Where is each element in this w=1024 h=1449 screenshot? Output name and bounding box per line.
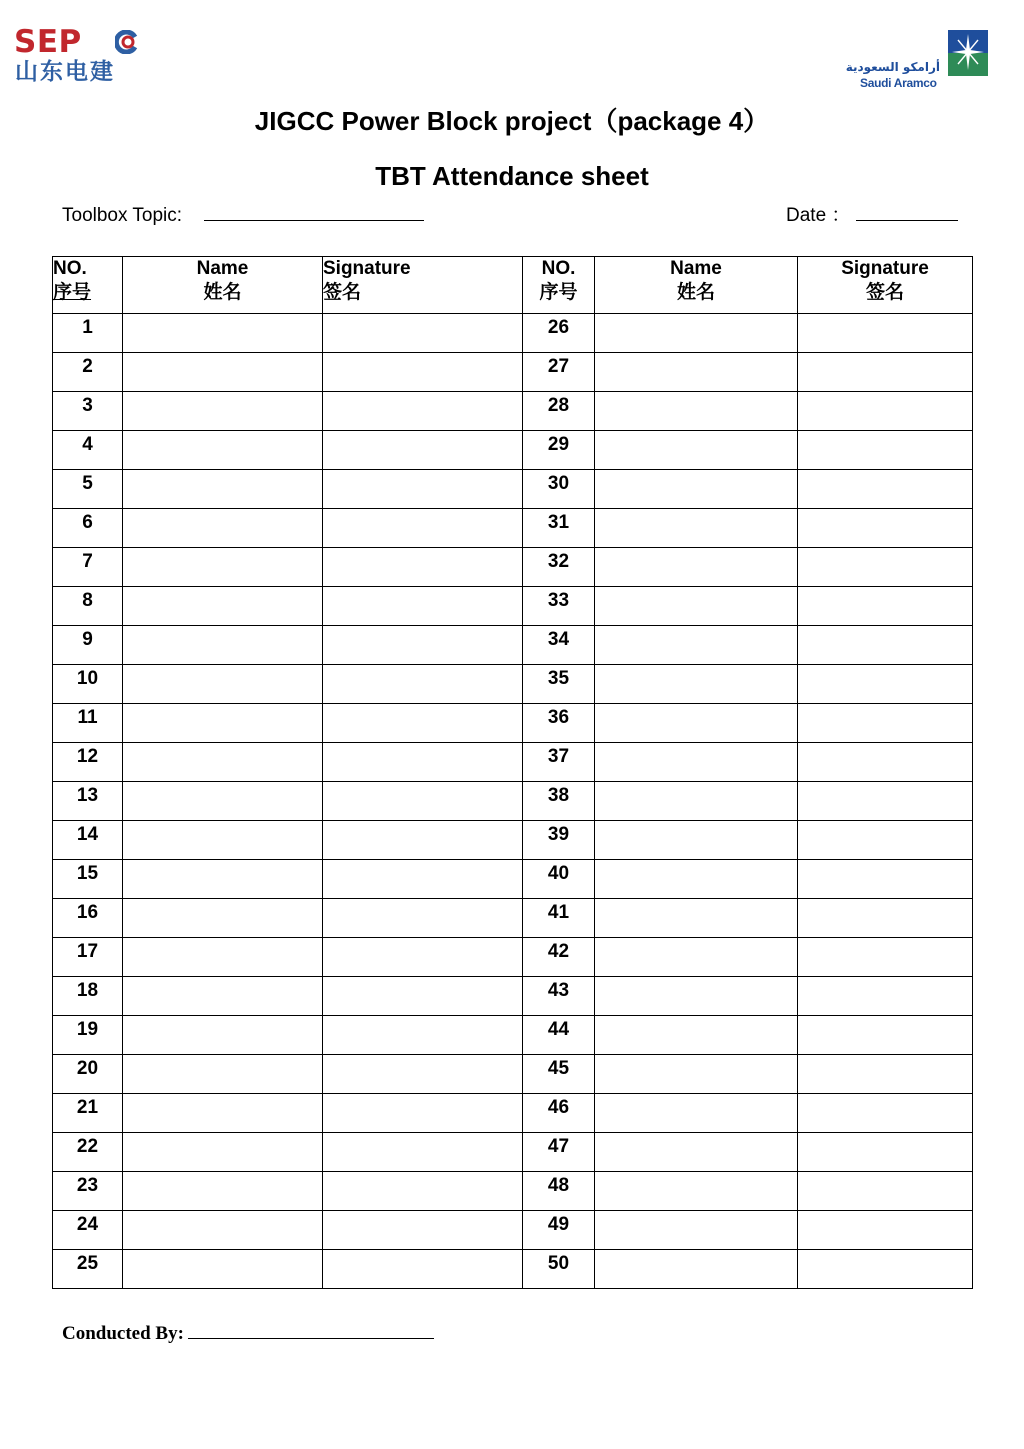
- row-number-right: 26: [523, 314, 595, 353]
- row-number-right: 44: [523, 1016, 595, 1055]
- table-row: [53, 1055, 973, 1094]
- signature-cell-right[interactable]: [798, 548, 973, 587]
- row-number-left: 16: [53, 899, 123, 938]
- name-cell-left[interactable]: [123, 860, 323, 899]
- signature-cell-left[interactable]: [323, 1055, 523, 1094]
- row-number-right: 47: [523, 1133, 595, 1172]
- name-cell-left[interactable]: [123, 665, 323, 704]
- name-cell-right[interactable]: [595, 938, 798, 977]
- name-cell-left[interactable]: [123, 626, 323, 665]
- row-number-left: 11: [53, 704, 123, 743]
- row-number-right: 36: [523, 704, 595, 743]
- signature-cell-left[interactable]: [323, 626, 523, 665]
- row-number-right: 48: [523, 1172, 595, 1211]
- name-cell-left[interactable]: [123, 353, 323, 392]
- table-row: [53, 392, 973, 431]
- row-number-left: 17: [53, 938, 123, 977]
- row-number-left: 9: [53, 626, 123, 665]
- signature-cell-left[interactable]: [323, 665, 523, 704]
- table-row: [53, 1172, 973, 1211]
- signature-cell-right[interactable]: [798, 626, 973, 665]
- signature-cell-left[interactable]: [323, 587, 523, 626]
- toolbox-topic-blank: [204, 203, 424, 221]
- signature-cell-right[interactable]: [798, 353, 973, 392]
- row-number-right: 30: [523, 470, 595, 509]
- table-row: [53, 470, 973, 509]
- row-number-right: 33: [523, 587, 595, 626]
- name-cell-left[interactable]: [123, 1250, 323, 1289]
- table-row: [53, 431, 973, 470]
- signature-cell-right[interactable]: [798, 1133, 973, 1172]
- name-cell-left[interactable]: [123, 470, 323, 509]
- table-row: [53, 1094, 973, 1133]
- name-cell-right[interactable]: [595, 821, 798, 860]
- toolbox-topic-label: Toolbox Topic:: [62, 205, 183, 226]
- row-number-left: 21: [53, 1094, 123, 1133]
- name-cell-left[interactable]: [123, 509, 323, 548]
- name-cell-left[interactable]: [123, 977, 323, 1016]
- row-number-right: 43: [523, 977, 595, 1016]
- signature-cell-right[interactable]: [798, 1250, 973, 1289]
- conducted-by-blank: [188, 1320, 434, 1339]
- signature-cell-left[interactable]: [323, 704, 523, 743]
- signature-cell-right[interactable]: [798, 392, 973, 431]
- table-row: [53, 977, 973, 1016]
- row-number-left: 7: [53, 548, 123, 587]
- signature-cell-right[interactable]: [798, 1094, 973, 1133]
- row-number-right: 27: [523, 353, 595, 392]
- signature-cell-left[interactable]: [323, 860, 523, 899]
- name-cell-right[interactable]: [595, 509, 798, 548]
- name-cell-left[interactable]: [123, 587, 323, 626]
- conducted-by-field: [62, 1320, 434, 1346]
- signature-cell-left[interactable]: [323, 548, 523, 587]
- name-cell-left[interactable]: [123, 938, 323, 977]
- table-row: [53, 314, 973, 353]
- row-number-right: 49: [523, 1211, 595, 1250]
- name-cell-left[interactable]: [123, 899, 323, 938]
- name-cell-right[interactable]: [595, 587, 798, 626]
- name-cell-right[interactable]: [595, 392, 798, 431]
- attendance-table: [52, 256, 973, 1289]
- row-number-left: 19: [53, 1016, 123, 1055]
- signature-cell-right[interactable]: [798, 1211, 973, 1250]
- signature-cell-right[interactable]: [798, 1172, 973, 1211]
- table-row: [53, 509, 973, 548]
- row-number-left: 14: [53, 821, 123, 860]
- signature-cell-right[interactable]: [798, 1055, 973, 1094]
- signature-cell-left[interactable]: [323, 353, 523, 392]
- signature-cell-right[interactable]: [798, 938, 973, 977]
- sepco-logo-chinese: 山东电建: [15, 59, 115, 85]
- row-number-right: 45: [523, 1055, 595, 1094]
- table-header-row: [53, 257, 973, 314]
- row-number-right: 35: [523, 665, 595, 704]
- signature-cell-right[interactable]: [798, 431, 973, 470]
- row-number-left: 6: [53, 509, 123, 548]
- row-number-left: 1: [53, 314, 123, 353]
- signature-cell-left[interactable]: [323, 509, 523, 548]
- signature-cell-left[interactable]: [323, 470, 523, 509]
- signature-cell-left[interactable]: [323, 1172, 523, 1211]
- row-number-left: 15: [53, 860, 123, 899]
- row-number-left: 24: [53, 1211, 123, 1250]
- row-number-right: 37: [523, 743, 595, 782]
- name-cell-left[interactable]: [123, 1172, 323, 1211]
- name-cell-right[interactable]: [595, 1172, 798, 1211]
- row-number-right: 32: [523, 548, 595, 587]
- signature-cell-right[interactable]: [798, 665, 973, 704]
- name-cell-left[interactable]: [123, 782, 323, 821]
- date-blank: [856, 203, 958, 221]
- signature-cell-left[interactable]: [323, 938, 523, 977]
- row-number-right: 34: [523, 626, 595, 665]
- name-cell-right[interactable]: [595, 899, 798, 938]
- signature-cell-left[interactable]: [323, 977, 523, 1016]
- row-number-right: 50: [523, 1250, 595, 1289]
- sepco-logo-o-mark: [115, 30, 139, 54]
- name-cell-left[interactable]: [123, 704, 323, 743]
- signature-cell-right[interactable]: [798, 1016, 973, 1055]
- name-cell-left[interactable]: [123, 1133, 323, 1172]
- header-no: NO. 序号: [53, 257, 123, 314]
- name-cell-right[interactable]: [595, 626, 798, 665]
- signature-cell-left[interactable]: [323, 1250, 523, 1289]
- aramco-arabic-wordmark: أرامكو السعودية: [845, 60, 940, 74]
- header-no-right: NO. 序号: [523, 257, 595, 314]
- signature-cell-right[interactable]: [798, 509, 973, 548]
- table-row: [53, 587, 973, 626]
- row-number-left: 3: [53, 392, 123, 431]
- table-row: [53, 626, 973, 665]
- name-cell-right[interactable]: [595, 1211, 798, 1250]
- saudi-aramco-logo: [846, 30, 990, 94]
- table-row: [53, 665, 973, 704]
- signature-cell-left[interactable]: [323, 1016, 523, 1055]
- name-cell-right[interactable]: [595, 704, 798, 743]
- signature-cell-left[interactable]: [323, 392, 523, 431]
- date-field: [786, 203, 958, 228]
- header-signature: Signature 签名: [323, 257, 523, 314]
- signature-cell-left[interactable]: [323, 1211, 523, 1250]
- name-cell-left[interactable]: [123, 1055, 323, 1094]
- name-cell-right[interactable]: [595, 743, 798, 782]
- table-row: [53, 938, 973, 977]
- table-row: [53, 860, 973, 899]
- signature-cell-right[interactable]: [798, 977, 973, 1016]
- signature-cell-left[interactable]: [323, 899, 523, 938]
- table-row: [53, 782, 973, 821]
- row-number-right: 46: [523, 1094, 595, 1133]
- row-number-right: 31: [523, 509, 595, 548]
- row-number-left: 2: [53, 353, 123, 392]
- row-number-left: 18: [53, 977, 123, 1016]
- name-cell-right[interactable]: [595, 977, 798, 1016]
- table-row: [53, 899, 973, 938]
- name-cell-left[interactable]: [123, 392, 323, 431]
- attendance-rows: [53, 314, 973, 1289]
- header-signature-right: Signature 签名: [798, 257, 973, 314]
- name-cell-right[interactable]: [595, 1016, 798, 1055]
- table-row: [53, 821, 973, 860]
- signature-cell-right[interactable]: [798, 587, 973, 626]
- name-cell-left[interactable]: [123, 431, 323, 470]
- signature-cell-right[interactable]: [798, 899, 973, 938]
- signature-cell-right[interactable]: [798, 743, 973, 782]
- name-cell-left[interactable]: [123, 821, 323, 860]
- sepco-logo-wordmark: SEP: [14, 24, 82, 60]
- signature-cell-right[interactable]: [798, 314, 973, 353]
- table-row: [53, 1211, 973, 1250]
- signature-cell-left[interactable]: [323, 1133, 523, 1172]
- row-number-left: 20: [53, 1055, 123, 1094]
- name-cell-left[interactable]: [123, 1016, 323, 1055]
- aramco-star-icon: [948, 30, 988, 76]
- header-name-right: Name 姓名: [595, 257, 798, 314]
- name-cell-right[interactable]: [595, 665, 798, 704]
- signature-cell-left[interactable]: [323, 1094, 523, 1133]
- aramco-english-wordmark: Saudi Aramco: [860, 76, 937, 90]
- table-row: [53, 1250, 973, 1289]
- name-cell-right[interactable]: [595, 314, 798, 353]
- document-title: JIGCC Power Block project（package 4）: [254, 106, 770, 136]
- row-number-right: 41: [523, 899, 595, 938]
- name-cell-right[interactable]: [595, 1055, 798, 1094]
- row-number-right: 38: [523, 782, 595, 821]
- row-number-left: 13: [53, 782, 123, 821]
- row-number-right: 28: [523, 392, 595, 431]
- name-cell-left[interactable]: [123, 548, 323, 587]
- table-row: [53, 353, 973, 392]
- name-cell-right[interactable]: [595, 431, 798, 470]
- name-cell-right[interactable]: [595, 860, 798, 899]
- row-number-left: 25: [53, 1250, 123, 1289]
- name-cell-right[interactable]: [595, 1094, 798, 1133]
- name-cell-left[interactable]: [123, 743, 323, 782]
- row-number-left: 22: [53, 1133, 123, 1172]
- table-row: [53, 1133, 973, 1172]
- document-subtitle: TBT Attendance sheet: [375, 161, 649, 191]
- row-number-left: 5: [53, 470, 123, 509]
- name-cell-right[interactable]: [595, 1250, 798, 1289]
- row-number-left: 23: [53, 1172, 123, 1211]
- row-number-left: 8: [53, 587, 123, 626]
- name-cell-left[interactable]: [123, 1094, 323, 1133]
- name-cell-right[interactable]: [595, 548, 798, 587]
- name-cell-right[interactable]: [595, 782, 798, 821]
- name-cell-right[interactable]: [595, 1133, 798, 1172]
- signature-cell-right[interactable]: [798, 860, 973, 899]
- name-cell-right[interactable]: [595, 470, 798, 509]
- conducted-by-label: Conducted By:: [62, 1323, 184, 1344]
- table-row: [53, 1016, 973, 1055]
- row-number-left: 4: [53, 431, 123, 470]
- signature-cell-right[interactable]: [798, 470, 973, 509]
- table-row: [53, 704, 973, 743]
- row-number-right: 42: [523, 938, 595, 977]
- signature-cell-right[interactable]: [798, 782, 973, 821]
- row-number-right: 39: [523, 821, 595, 860]
- signature-cell-left[interactable]: [323, 743, 523, 782]
- signature-cell-left[interactable]: [323, 431, 523, 470]
- table-row: [53, 743, 973, 782]
- name-cell-left[interactable]: [123, 314, 323, 353]
- row-number-right: 29: [523, 431, 595, 470]
- row-number-left: 12: [53, 743, 123, 782]
- row-number-right: 40: [523, 860, 595, 899]
- signature-cell-left[interactable]: [323, 314, 523, 353]
- header-name: Name 姓名: [123, 257, 323, 314]
- table-row: [53, 548, 973, 587]
- signature-cell-left[interactable]: [323, 782, 523, 821]
- signature-cell-left[interactable]: [323, 821, 523, 860]
- row-number-left: 10: [53, 665, 123, 704]
- name-cell-left[interactable]: [123, 1211, 323, 1250]
- name-cell-right[interactable]: [595, 353, 798, 392]
- signature-cell-right[interactable]: [798, 704, 973, 743]
- signature-cell-right[interactable]: [798, 821, 973, 860]
- toolbox-topic-field: [62, 203, 424, 228]
- sepco-logo: [14, 26, 144, 88]
- date-label: Date ：: [786, 205, 851, 226]
